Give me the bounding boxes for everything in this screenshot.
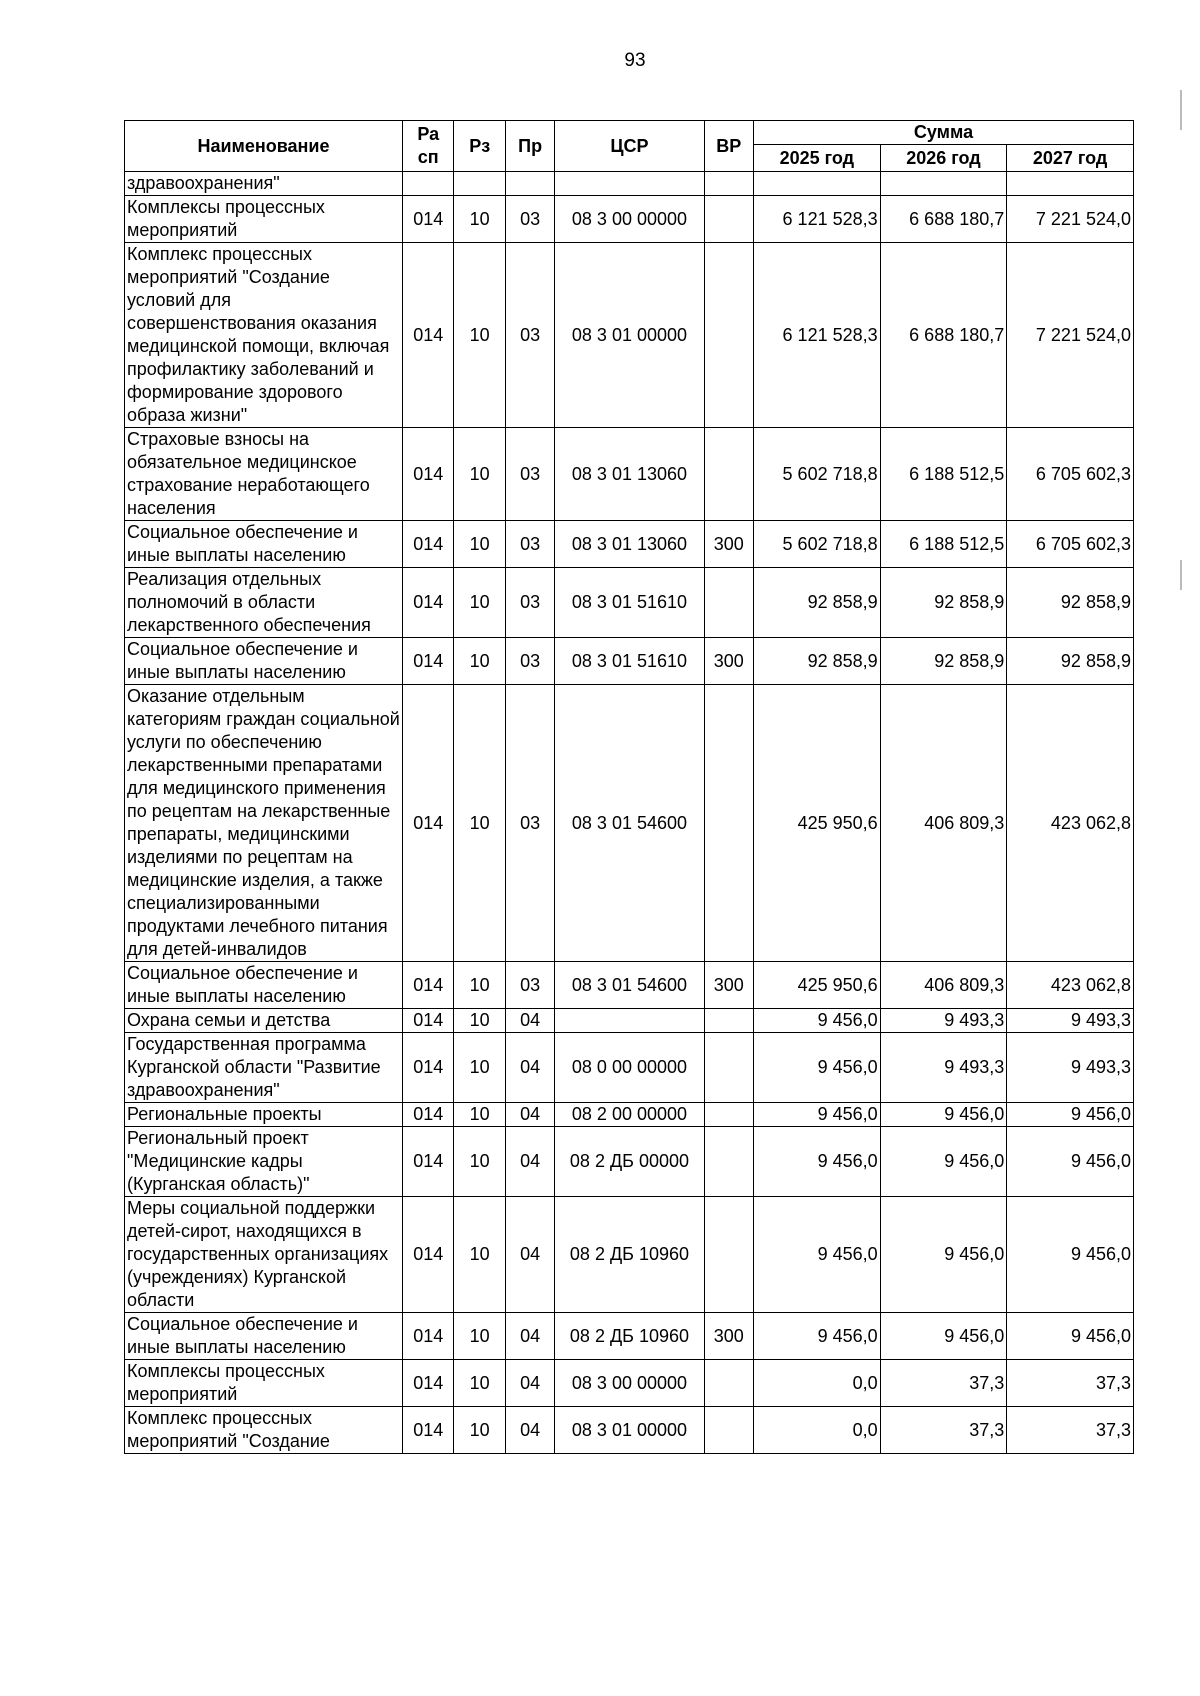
cell-rz: 10 (454, 685, 505, 962)
table-row (125, 243, 1134, 428)
cell-vr (704, 685, 753, 962)
cell-rz: 10 (454, 568, 505, 638)
cell-amount-2027 (1007, 172, 1134, 196)
cell-amount-2026: 37,3 (880, 1407, 1007, 1454)
cell-csr: 08 3 00 00000 (555, 196, 704, 243)
cell-amount-2025: 5 602 718,8 (754, 521, 881, 568)
cell-pr: 04 (505, 1127, 554, 1197)
cell-rz: 10 (454, 1360, 505, 1407)
cell-amount-2026: 6 688 180,7 (880, 196, 1007, 243)
cell-csr (555, 172, 704, 196)
cell-csr: 08 3 01 13060 (555, 521, 704, 568)
cell-name: Страховые взносы на обязательное медицинское страхование неработающего населения (125, 428, 403, 521)
table-row (125, 685, 1134, 962)
table-row (125, 1033, 1134, 1103)
page-number: 93 (624, 50, 646, 71)
cell-amount-2025: 9 456,0 (754, 1103, 881, 1127)
cell-amount-2027: 9 456,0 (1007, 1313, 1134, 1360)
cell-rz: 10 (454, 1103, 505, 1127)
cell-rasp: 014 (402, 1033, 453, 1103)
cell-name: Реализация отдельных полномочий в области лекарственного обеспечения (125, 568, 403, 638)
table-body (125, 172, 1134, 1454)
cell-pr: 04 (505, 1197, 554, 1313)
cell-amount-2027: 9 456,0 (1007, 1197, 1134, 1313)
table-row (125, 568, 1134, 638)
cell-amount-2026: 9 456,0 (880, 1313, 1007, 1360)
cell-amount-2025: 9 456,0 (754, 1033, 881, 1103)
cell-vr: 300 (704, 638, 753, 685)
cell-rz: 10 (454, 521, 505, 568)
header-year: 2026 год (880, 145, 1007, 172)
cell-pr: 04 (505, 1009, 554, 1033)
cell-rz: 10 (454, 1127, 505, 1197)
cell-pr: 04 (505, 1360, 554, 1407)
cell-rasp: 014 (402, 1313, 453, 1360)
cell-amount-2026: 406 809,3 (880, 685, 1007, 962)
table-row (125, 172, 1134, 196)
cell-rasp: 014 (402, 521, 453, 568)
cell-amount-2025: 92 858,9 (754, 638, 881, 685)
cell-rz: 10 (454, 428, 505, 521)
cell-csr: 08 3 01 00000 (555, 1407, 704, 1454)
cell-pr: 04 (505, 1407, 554, 1454)
cell-amount-2026: 37,3 (880, 1360, 1007, 1407)
cell-amount-2025: 425 950,6 (754, 685, 881, 962)
cell-amount-2027: 92 858,9 (1007, 638, 1134, 685)
cell-rasp: 014 (402, 1360, 453, 1407)
table-row (125, 1127, 1134, 1197)
cell-amount-2027: 9 493,3 (1007, 1009, 1134, 1033)
cell-csr: 08 3 01 51610 (555, 638, 704, 685)
header-pr: Пр (505, 121, 554, 172)
cell-csr: 08 2 ДБ 10960 (555, 1313, 704, 1360)
cell-rasp: 014 (402, 1103, 453, 1127)
cell-vr (704, 1009, 753, 1033)
cell-amount-2025: 9 456,0 (754, 1313, 881, 1360)
cell-name: здравоохранения" (125, 172, 403, 196)
cell-name: Государственная программа Курганской области "Развитие здравоохранения" (125, 1033, 403, 1103)
cell-amount-2025 (754, 172, 881, 196)
cell-amount-2027: 92 858,9 (1007, 568, 1134, 638)
table-row (125, 1103, 1134, 1127)
cell-vr (704, 1407, 753, 1454)
scan-edge-mark (1180, 560, 1182, 590)
cell-name: Социальное обеспечение и иные выплаты населению (125, 962, 403, 1009)
header-rasp: Ра сп (402, 121, 453, 172)
cell-vr (704, 1197, 753, 1313)
cell-amount-2026: 6 188 512,5 (880, 521, 1007, 568)
header-vr: ВР (704, 121, 753, 172)
table-row (125, 1009, 1134, 1033)
cell-rasp: 014 (402, 1127, 453, 1197)
cell-name: Комплекс процессных мероприятий "Создание условий для совершенствования оказания медицинской помощи, включая профилактику заболеваний и формирование здорового образа жизни" (125, 243, 403, 428)
cell-amount-2027: 9 493,3 (1007, 1033, 1134, 1103)
cell-name: Социальное обеспечение и иные выплаты населению (125, 1313, 403, 1360)
cell-csr: 08 3 01 51610 (555, 568, 704, 638)
scan-edge-mark (1180, 90, 1182, 130)
table-row (125, 196, 1134, 243)
cell-vr (704, 196, 753, 243)
cell-rz: 10 (454, 962, 505, 1009)
cell-vr: 300 (704, 521, 753, 568)
cell-amount-2027: 7 221 524,0 (1007, 196, 1134, 243)
cell-rz: 10 (454, 638, 505, 685)
cell-pr: 03 (505, 638, 554, 685)
cell-name: Оказание отдельным категориям граждан социальной услуги по обеспечению лекарственными препаратами для медицинского применения по рецептам на лекарственные препараты, медицинскими изделиями по рецептам на медицинские изделия, а также специализированными продуктами лечебного питания для детей-инвалидов (125, 685, 403, 962)
cell-name: Комплексы процессных мероприятий (125, 1360, 403, 1407)
cell-amount-2026: 9 493,3 (880, 1033, 1007, 1103)
cell-pr: 03 (505, 962, 554, 1009)
cell-rasp: 014 (402, 243, 453, 428)
cell-vr (704, 172, 753, 196)
table-row (125, 962, 1134, 1009)
cell-amount-2026 (880, 172, 1007, 196)
cell-amount-2027: 423 062,8 (1007, 685, 1134, 962)
cell-rasp: 014 (402, 428, 453, 521)
cell-amount-2027: 6 705 602,3 (1007, 428, 1134, 521)
cell-rz: 10 (454, 1313, 505, 1360)
cell-vr (704, 1360, 753, 1407)
cell-rasp (402, 172, 453, 196)
header-csr: ЦСР (555, 121, 704, 172)
cell-csr: 08 3 01 13060 (555, 428, 704, 521)
cell-vr: 300 (704, 1313, 753, 1360)
cell-pr: 03 (505, 685, 554, 962)
cell-amount-2026: 9 493,3 (880, 1009, 1007, 1033)
header-year: 2027 год (1007, 145, 1134, 172)
cell-amount-2026: 92 858,9 (880, 568, 1007, 638)
table-row (125, 428, 1134, 521)
cell-amount-2025: 9 456,0 (754, 1127, 881, 1197)
cell-amount-2027: 423 062,8 (1007, 962, 1134, 1009)
cell-amount-2026: 9 456,0 (880, 1127, 1007, 1197)
cell-name: Комплекс процессных мероприятий "Создание (125, 1407, 403, 1454)
cell-rz: 10 (454, 1407, 505, 1454)
cell-rz: 10 (454, 243, 505, 428)
cell-rz (454, 172, 505, 196)
cell-csr: 08 2 ДБ 00000 (555, 1127, 704, 1197)
cell-rz: 10 (454, 1033, 505, 1103)
cell-rasp: 014 (402, 962, 453, 1009)
cell-name: Охрана семьи и детства (125, 1009, 403, 1033)
cell-amount-2025: 6 121 528,3 (754, 196, 881, 243)
cell-csr: 08 2 00 00000 (555, 1103, 704, 1127)
table-row (125, 1313, 1134, 1360)
table-row (125, 1360, 1134, 1407)
header-name: Наименование (125, 121, 403, 172)
cell-name: Региональный проект "Медицинские кадры (Курганская область)" (125, 1127, 403, 1197)
cell-rz: 10 (454, 196, 505, 243)
cell-vr (704, 428, 753, 521)
cell-vr (704, 1127, 753, 1197)
table-row (125, 1197, 1134, 1313)
cell-amount-2025: 6 121 528,3 (754, 243, 881, 428)
cell-name: Комплексы процессных мероприятий (125, 196, 403, 243)
cell-vr (704, 1103, 753, 1127)
cell-rz: 10 (454, 1197, 505, 1313)
header-rz: Рз (454, 121, 505, 172)
cell-rasp: 014 (402, 568, 453, 638)
cell-pr: 03 (505, 428, 554, 521)
header-sum: Сумма (754, 121, 1134, 145)
header-year: 2025 год (754, 145, 881, 172)
cell-pr: 03 (505, 243, 554, 428)
cell-name: Социальное обеспечение и иные выплаты населению (125, 638, 403, 685)
cell-amount-2025: 5 602 718,8 (754, 428, 881, 521)
cell-rasp: 014 (402, 196, 453, 243)
table-row (125, 1407, 1134, 1454)
cell-amount-2026: 406 809,3 (880, 962, 1007, 1009)
cell-vr (704, 1033, 753, 1103)
cell-rz: 10 (454, 1009, 505, 1033)
cell-amount-2025: 92 858,9 (754, 568, 881, 638)
table-row (125, 521, 1134, 568)
cell-name: Меры социальной поддержки детей-сирот, находящихся в государственных организациях (учреждениях) Курганской области (125, 1197, 403, 1313)
cell-amount-2027: 9 456,0 (1007, 1127, 1134, 1197)
cell-amount-2025: 9 456,0 (754, 1197, 881, 1313)
cell-pr (505, 172, 554, 196)
cell-amount-2026: 6 688 180,7 (880, 243, 1007, 428)
cell-csr: 08 0 00 00000 (555, 1033, 704, 1103)
cell-amount-2025: 0,0 (754, 1360, 881, 1407)
cell-amount-2026: 9 456,0 (880, 1103, 1007, 1127)
cell-amount-2027: 9 456,0 (1007, 1103, 1134, 1127)
cell-vr (704, 243, 753, 428)
cell-pr: 04 (505, 1033, 554, 1103)
cell-amount-2027: 37,3 (1007, 1407, 1134, 1454)
cell-rasp: 014 (402, 1197, 453, 1313)
cell-csr: 08 3 00 00000 (555, 1360, 704, 1407)
cell-amount-2027: 7 221 524,0 (1007, 243, 1134, 428)
cell-pr: 03 (505, 521, 554, 568)
table-row (125, 638, 1134, 685)
cell-rasp: 014 (402, 638, 453, 685)
cell-amount-2025: 425 950,6 (754, 962, 881, 1009)
cell-csr: 08 3 01 00000 (555, 243, 704, 428)
cell-vr: 300 (704, 962, 753, 1009)
cell-csr: 08 3 01 54600 (555, 685, 704, 962)
cell-csr: 08 2 ДБ 10960 (555, 1197, 704, 1313)
cell-name: Региональные проекты (125, 1103, 403, 1127)
cell-rasp: 014 (402, 1009, 453, 1033)
cell-rasp: 014 (402, 1407, 453, 1454)
cell-pr: 04 (505, 1313, 554, 1360)
cell-amount-2026: 6 188 512,5 (880, 428, 1007, 521)
cell-amount-2026: 9 456,0 (880, 1197, 1007, 1313)
cell-amount-2027: 37,3 (1007, 1360, 1134, 1407)
cell-csr (555, 1009, 704, 1033)
table-header (125, 121, 1134, 172)
cell-csr: 08 3 01 54600 (555, 962, 704, 1009)
budget-table (124, 120, 1134, 1454)
cell-pr: 04 (505, 1103, 554, 1127)
cell-name: Социальное обеспечение и иные выплаты населению (125, 521, 403, 568)
cell-pr: 03 (505, 568, 554, 638)
cell-rasp: 014 (402, 685, 453, 962)
cell-amount-2025: 0,0 (754, 1407, 881, 1454)
cell-amount-2027: 6 705 602,3 (1007, 521, 1134, 568)
cell-pr: 03 (505, 196, 554, 243)
cell-amount-2026: 92 858,9 (880, 638, 1007, 685)
cell-amount-2025: 9 456,0 (754, 1009, 881, 1033)
cell-vr (704, 568, 753, 638)
